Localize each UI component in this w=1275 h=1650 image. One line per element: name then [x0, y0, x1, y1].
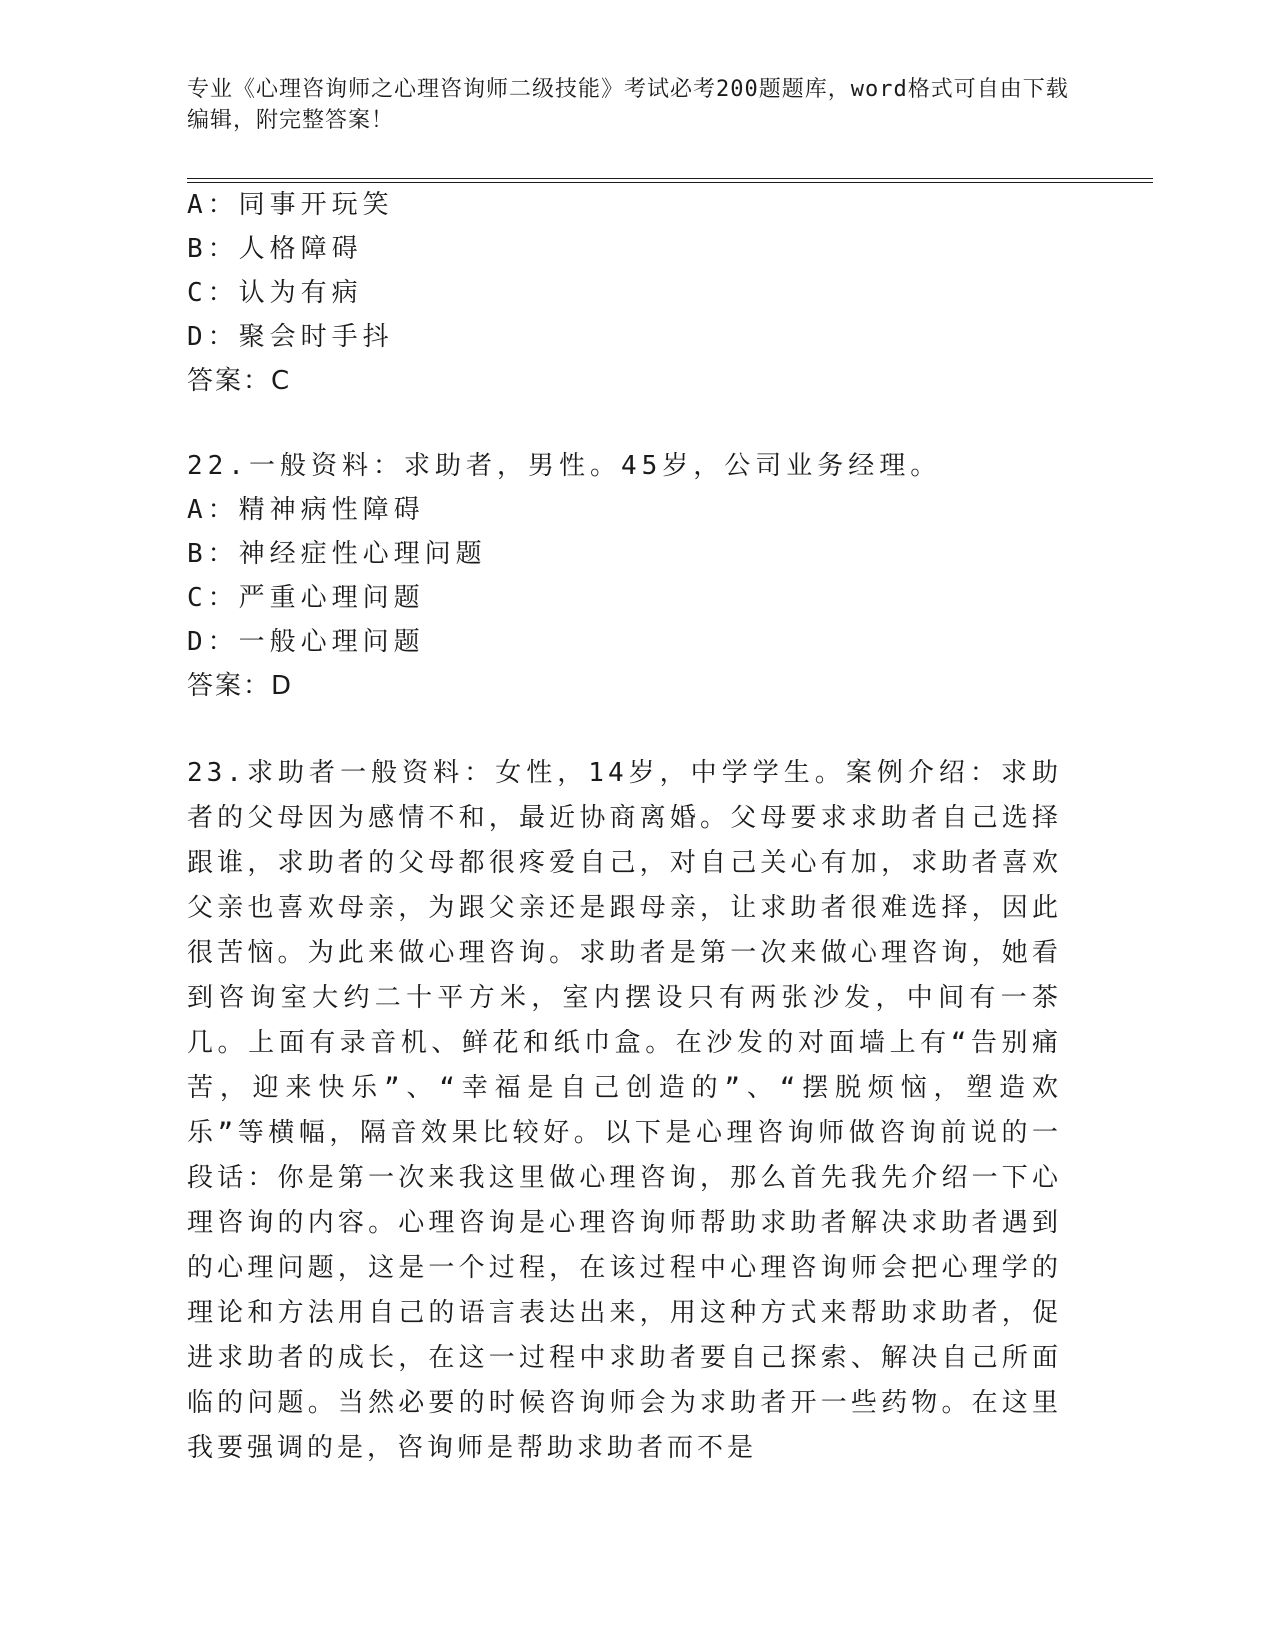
q21-answer: 答案：C: [187, 366, 292, 396]
q21-option-d: D：聚会时手抖: [187, 322, 394, 352]
q22-answer: 答案：D: [187, 671, 294, 701]
document-header: 专业《心理咨询师之心理咨询师二级技能》考试必考200题题库，word格式可自由下载编辑，附完整答案！: [187, 77, 1069, 133]
header-divider-top: [187, 178, 1153, 179]
q21-option-a: A：同事开玩笑: [187, 190, 394, 220]
q22-option-d: D：一般心理问题: [187, 627, 425, 657]
q21-option-b: B：人格障碍: [187, 234, 363, 264]
q22-option-a: A：精神病性障碍: [187, 495, 425, 525]
q23-stem: 23.求助者一般资料：女性，14岁，中学学生。案例介绍：求助者的父母因为感情不和，最近协商离婚。父母要求求助者自己选择跟谁，求助者的父母都很疼爱自己，对自己关心有加，求助者喜欢父亲也喜欢母亲，为跟父亲还是跟母亲，让求助者很难选择，因此很苦恼。为此来做心理咨询。求助者是第一次来做心理咨询，她看到咨询室大约二十平方米，室内摆设只有两张沙发，中间有一茶几。上面有录音机、鲜花和纸巾盒。在沙发的对面墙上有“告别痛苦，迎来快乐”、“幸福是自己创造的”、“摆脱烦恼，塑造欢乐”等横幅，隔音效果比较好。以下是心理咨询师做咨询前说的一段话：你是第一次来我这里做心理咨询，那么首先我先介绍一下心理咨询的内容。心理咨询是心理咨询师帮助求助者解决求助者遇到的心理问题，这是一个过程，在该过程中心理咨询师会把心理学的理论和方法用自己的语言表达出来，用这种方式来帮助求助者，促进求助者的成长，在这一过程中求助者要自己探索、解决自己所面临的问题。当然必要的时候咨询师会为求助者开一些药物。在这里我要强调的是，咨询师是帮助求助者而不是: [187, 758, 1062, 1463]
q21-option-c: C：认为有病: [187, 278, 363, 308]
q22-option-b: B：神经症性心理问题: [187, 539, 487, 569]
header-divider-bottom: [187, 182, 1153, 183]
q22-option-c: C：严重心理问题: [187, 583, 425, 613]
q22-stem: 22.一般资料：求助者，男性。45岁，公司业务经理。: [187, 451, 942, 481]
